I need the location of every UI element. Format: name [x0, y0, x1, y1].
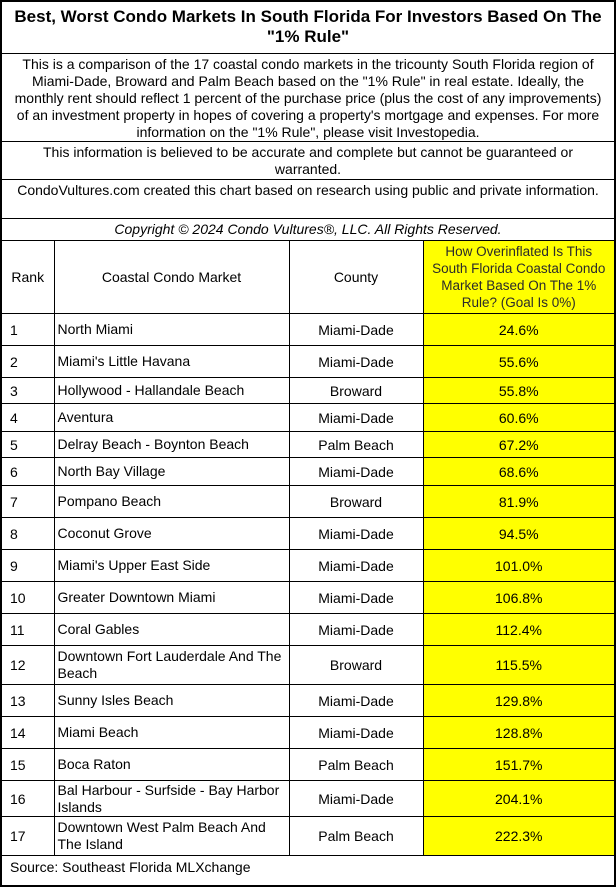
- rank-cell: 7: [2, 486, 54, 518]
- overinflation-cell: 94.5%: [423, 518, 614, 550]
- county-cell: Miami-Dade: [289, 781, 423, 817]
- source-note: Source: Southeast Florida MLXchange: [10, 859, 251, 875]
- rank-cell: 1: [2, 314, 54, 346]
- table-row: [2, 781, 614, 817]
- overinflation-cell: 67.2%: [423, 432, 614, 458]
- market-cell: Miami's Little Havana: [54, 346, 289, 378]
- market-cell: Downtown West Palm Beach And The Island: [54, 817, 289, 856]
- overinflation-cell: 112.4%: [423, 614, 614, 646]
- condo-market-table: [2, 241, 614, 856]
- rank-cell: 4: [2, 404, 54, 432]
- column-header-county: County: [289, 241, 423, 314]
- table-row: [2, 486, 614, 518]
- column-header-rank: Rank: [2, 241, 54, 314]
- credit-note: CondoVultures.com created this chart based on research using public and private information.: [2, 180, 614, 219]
- county-cell: Miami-Dade: [289, 685, 423, 717]
- rank-cell: 5: [2, 432, 54, 458]
- market-cell: Sunny Isles Beach: [54, 685, 289, 717]
- page-title: Best, Worst Condo Markets In South Florida For Investors Based On The "1% Rule": [2, 2, 614, 54]
- market-cell: Aventura: [54, 404, 289, 432]
- overinflation-cell: 204.1%: [423, 781, 614, 817]
- rank-cell: 15: [2, 749, 54, 781]
- overinflation-cell: 68.6%: [423, 458, 614, 486]
- table-body: [2, 314, 614, 856]
- table-row: [2, 314, 614, 346]
- table-row: [2, 404, 614, 432]
- county-cell: Broward: [289, 646, 423, 685]
- county-cell: Miami-Dade: [289, 314, 423, 346]
- rank-cell: 2: [2, 346, 54, 378]
- county-cell: Palm Beach: [289, 749, 423, 781]
- rank-cell: 10: [2, 582, 54, 614]
- market-cell: Coral Gables: [54, 614, 289, 646]
- market-cell: North Miami: [54, 314, 289, 346]
- market-cell: Bal Harbour - Surfside - Bay Harbor Islands: [54, 781, 289, 817]
- table-row: [2, 817, 614, 856]
- table-row: [2, 685, 614, 717]
- county-cell: Broward: [289, 486, 423, 518]
- table-row: [2, 717, 614, 749]
- table-row: [2, 378, 614, 404]
- rank-cell: 3: [2, 378, 54, 404]
- copyright: Copyright © 2024 Condo Vultures®, LLC. All Rights Reserved.: [2, 219, 614, 241]
- rank-cell: 6: [2, 458, 54, 486]
- overinflation-cell: 222.3%: [423, 817, 614, 856]
- overinflation-cell: 106.8%: [423, 582, 614, 614]
- table-row: [2, 582, 614, 614]
- table-row: [2, 550, 614, 582]
- county-cell: Miami-Dade: [289, 458, 423, 486]
- table-row: [2, 614, 614, 646]
- market-cell: Delray Beach - Boynton Beach: [54, 432, 289, 458]
- rank-cell: 12: [2, 646, 54, 685]
- overinflation-cell: 151.7%: [423, 749, 614, 781]
- rank-cell: 9: [2, 550, 54, 582]
- column-header-overinflation: How Overinflated Is This South Florida Coastal Condo Market Based On The 1% Rule? (Goal Is 0%): [423, 241, 614, 314]
- market-cell: North Bay Village: [54, 458, 289, 486]
- overinflation-cell: 115.5%: [423, 646, 614, 685]
- market-cell: Downtown Fort Lauderdale And The Beach: [54, 646, 289, 685]
- overinflation-cell: 24.6%: [423, 314, 614, 346]
- county-cell: Palm Beach: [289, 817, 423, 856]
- table-row: [2, 432, 614, 458]
- table-row: [2, 518, 614, 550]
- county-cell: Miami-Dade: [289, 582, 423, 614]
- market-cell: Miami Beach: [54, 717, 289, 749]
- table-row: [2, 646, 614, 685]
- overinflation-cell: 129.8%: [423, 685, 614, 717]
- rank-cell: 16: [2, 781, 54, 817]
- overinflation-cell: 81.9%: [423, 486, 614, 518]
- overinflation-cell: 55.8%: [423, 378, 614, 404]
- table-row: [2, 749, 614, 781]
- overinflation-cell: 55.6%: [423, 346, 614, 378]
- description: This is a comparison of the 17 coastal condo markets in the tricounty South Florida region of Miami-Dade, Broward and Palm Beach based on the "1% Rule" in real estate. Ideally, the monthly rent should reflect 1 percent of the purchase price (plus the cost of any improvements) of an investment property in hopes of covering a property's mortgage and expenses. For more information on the "1% Rule", please visit Investopedia.: [2, 54, 614, 142]
- overinflation-cell: 101.0%: [423, 550, 614, 582]
- county-cell: Miami-Dade: [289, 550, 423, 582]
- market-cell: Greater Downtown Miami: [54, 582, 289, 614]
- market-cell: Miami's Upper East Side: [54, 550, 289, 582]
- county-cell: Miami-Dade: [289, 717, 423, 749]
- market-cell: Pompano Beach: [54, 486, 289, 518]
- county-cell: Miami-Dade: [289, 346, 423, 378]
- overinflation-cell: 128.8%: [423, 717, 614, 749]
- county-cell: Miami-Dade: [289, 614, 423, 646]
- market-cell: Hollywood - Hallandale Beach: [54, 378, 289, 404]
- county-cell: Broward: [289, 378, 423, 404]
- rank-cell: 13: [2, 685, 54, 717]
- market-cell: Boca Raton: [54, 749, 289, 781]
- rank-cell: 11: [2, 614, 54, 646]
- table-row: [2, 346, 614, 378]
- rank-cell: 14: [2, 717, 54, 749]
- county-cell: Miami-Dade: [289, 404, 423, 432]
- county-cell: Palm Beach: [289, 432, 423, 458]
- overinflation-cell: 60.6%: [423, 404, 614, 432]
- market-cell: Coconut Grove: [54, 518, 289, 550]
- rank-cell: 8: [2, 518, 54, 550]
- county-cell: Miami-Dade: [289, 518, 423, 550]
- table-header-row: [2, 241, 614, 314]
- rank-cell: 17: [2, 817, 54, 856]
- column-header-market: Coastal Condo Market: [54, 241, 289, 314]
- table-row: [2, 458, 614, 486]
- disclaimer: This information is believed to be accurate and complete but cannot be guaranteed or warranted.: [2, 142, 614, 180]
